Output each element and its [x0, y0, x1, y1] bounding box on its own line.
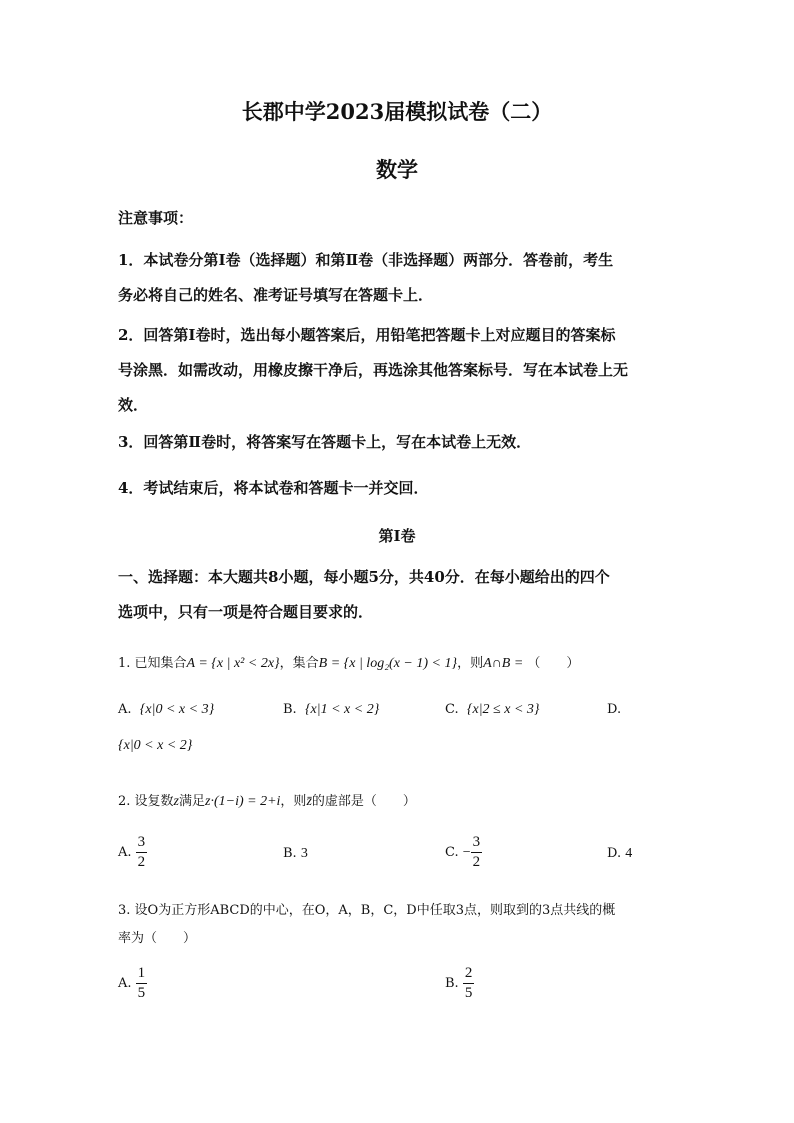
- section-heading-line1: 一、选择题：本大题共8小题，每小题5分，共40分．在每小题给出的四个: [118, 568, 610, 586]
- q3-option-a-denominator: 5: [137, 985, 146, 1001]
- q2-option-b: [283, 846, 308, 862]
- q1-option-b-label: B.: [283, 702, 297, 717]
- q2-option-c: [445, 833, 482, 872]
- q3-option-b-fraction: [463, 964, 475, 1003]
- notice-item-1-line1: 1．本试卷分第Ⅰ卷（选择题）和第Ⅱ卷（非选择题）两部分．答卷前，考生: [118, 251, 614, 269]
- q2-option-b-label: B.: [283, 846, 297, 861]
- q3-option-b-label: B.: [445, 976, 459, 991]
- section-heading-line2: 选项中，只有一项是符合题目要求的．: [118, 603, 374, 621]
- q3-option-a-label: A.: [118, 976, 132, 991]
- notice-heading: 注意事项：: [118, 209, 194, 227]
- q2-stem-b: 满足: [179, 794, 206, 809]
- notice-item-2-line3: 效．: [118, 396, 149, 414]
- q3-option-a-fraction: [136, 964, 148, 1003]
- q1-blank: （ ）: [527, 656, 580, 671]
- notice-item-2: [118, 318, 628, 423]
- q1-option-a-label: A.: [118, 702, 132, 717]
- q3-line2: 率为（ ）: [118, 931, 197, 946]
- q1-stem-b: ，集合: [279, 656, 319, 671]
- q3-option-a-numerator: 1: [136, 964, 148, 984]
- q2-option-a-fraction: [136, 833, 148, 872]
- exam-title: 长郡中学2023届模拟试卷（二）: [241, 99, 553, 124]
- notice-item-3: 3．回答第Ⅱ卷时，将答案写在答题卡上，写在本试卷上无效．: [118, 433, 532, 451]
- q3-line1: 3. 设O为正方形ABCD的中心，在O，A，B，C，D中任取3点，则取到的3点共线的概: [118, 903, 616, 918]
- q1-option-d-value: {x|0 < x < 2}: [118, 738, 193, 753]
- q2-stem-c: ，则: [280, 794, 307, 809]
- question-3: [118, 897, 615, 953]
- notice-item-2-line2: 号涂黑．如需改动，用橡皮擦干净后，再选涂其他答案标号．写在本试卷上无: [118, 361, 629, 379]
- part-title: 第Ⅰ卷: [378, 527, 416, 545]
- q2-option-a: [118, 833, 147, 872]
- q3-option-b-numerator: 2: [463, 964, 475, 984]
- notice-item-4: 4．考试结束后，将本试卷和答题卡一并交回．: [118, 479, 429, 497]
- q1-set-b: B = {x | log₂(x − 1) < 1}: [318, 656, 458, 671]
- q3-option-a: [118, 964, 147, 1003]
- q2-option-d-label: D.: [607, 846, 622, 861]
- q2-option-d: [607, 846, 632, 862]
- q1-option-d-text: [118, 738, 192, 754]
- q1-option-c-label: C.: [445, 702, 459, 717]
- q1-stem-a: 1. 已知集合: [118, 656, 187, 671]
- q3-option-b-denominator: 5: [464, 985, 473, 1001]
- q2-option-a-label: A.: [118, 845, 132, 860]
- q1-option-c: [445, 702, 540, 718]
- q2-option-c-fraction: [471, 833, 483, 872]
- q1-expr: A∩B =: [483, 656, 524, 671]
- notice-item-1: [118, 243, 613, 313]
- q2-option-a-denominator: 2: [137, 854, 146, 870]
- q2-option-c-sign: −: [462, 845, 471, 860]
- subject-title: 数学: [376, 157, 418, 182]
- q1-option-a-text: {x|0 < x < 3}: [139, 702, 215, 717]
- q1-option-a: [118, 702, 214, 718]
- q2-option-d-text: 4: [625, 846, 633, 861]
- q2-stem-a: 2. 设复数: [118, 794, 174, 809]
- q2-option-c-numerator: 3: [471, 833, 483, 853]
- q1-option-b: [283, 702, 379, 718]
- notice-item-1-line2: 务必将自己的姓名、准考证号填写在答题卡上．: [118, 286, 434, 304]
- notice-item-2-line1: 2．回答第Ⅰ卷时，选出每小题答案后，用铅笔把答题卡上对应题目的答案标: [118, 326, 616, 344]
- q1-option-b-text: {x|1 < x < 2}: [304, 702, 380, 717]
- q3-option-b: [445, 964, 474, 1003]
- q2-option-b-text: 3: [300, 846, 308, 861]
- q2-option-c-label: C.: [445, 845, 459, 860]
- q2-option-c-denominator: 2: [472, 854, 481, 870]
- q2-var: z: [173, 794, 179, 809]
- q1-option-c-text: {x|2 ≤ x < 3}: [466, 702, 540, 717]
- q2-option-a-numerator: 3: [136, 833, 148, 853]
- q2-conj: z̄: [306, 794, 312, 809]
- q1-stem-c: ，则: [457, 656, 484, 671]
- q2-stem-d: 的虚部是（ ）: [311, 794, 416, 809]
- q1-set-a: A = {x | x² < 2x}: [186, 656, 280, 671]
- q1-option-d-label: D.: [607, 702, 622, 717]
- question-1: [118, 652, 579, 672]
- question-2: [118, 790, 416, 810]
- section-heading: [118, 560, 610, 630]
- q2-equation: z·(1−i) = 2+i: [205, 794, 281, 809]
